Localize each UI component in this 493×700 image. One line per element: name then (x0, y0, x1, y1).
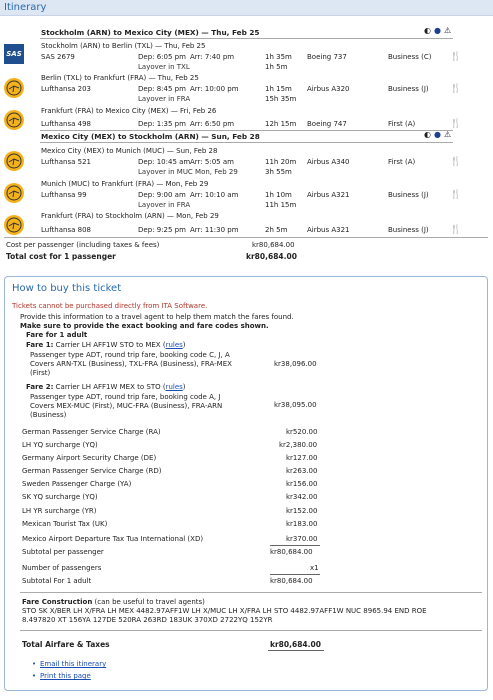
flight-6-aircraft: Airbus A321 (307, 226, 350, 234)
number-of-passengers-label: Number of passengers (22, 564, 102, 572)
flight-5-route: Munich (MUC) to Frankfurt (FRA) — Mon, Feb 29 (41, 180, 209, 188)
fare-construction-line-2: 8.497820 XT 156YA 127DE 520RA 263RD 183UK 370XD 2722YQ 152YR (22, 616, 273, 624)
lufthansa-crane-icon (4, 110, 24, 130)
flight-1-route: Stockholm (ARN) to Berlin (TXL) — Thu, Feb 25 (41, 42, 206, 50)
fare-1-carrier: Carrier LH AFF1W STO to MEX ( (55, 341, 166, 349)
flight-2-duration: 1h 15m (265, 85, 292, 93)
charge-amount-6: kr152.00 (286, 507, 318, 515)
subtotal-rule (270, 545, 320, 546)
flight-3-cabin: First (A) (388, 120, 416, 128)
fare-2-amount: kr38,095.00 (274, 401, 317, 409)
flight-1-layover: Layover in TXL (138, 63, 190, 71)
fare-1-header (26, 341, 186, 350)
charge-label-1: LH YQ surcharge (YQ) (22, 441, 98, 449)
lufthansa-crane-icon (4, 183, 24, 203)
fare-1-amount: kr38,096.00 (274, 360, 317, 368)
sun-icon: ◐ (424, 130, 431, 139)
flight-2-arr: Arr: 10:00 pm (190, 85, 239, 93)
flight-5-layover-duration: 11h 15m (265, 201, 297, 209)
flight-6-arr: Arr: 11:30 pm (190, 226, 239, 234)
sun-icon: ◐ (424, 26, 431, 35)
flight-3-aircraft: Boeing 747 (307, 120, 347, 128)
fare-for-label: Fare for 1 adult (26, 331, 88, 339)
charge-amount-3: kr263.00 (286, 467, 318, 475)
moon-icon: ● (434, 26, 441, 35)
flight-1-cabin: Business (C) (388, 53, 432, 61)
fare-1-desc-2: Covers ARN-TXL (Business), TXL-FRA (Business), FRA-MEX (30, 360, 232, 368)
charge-amount-2: kr127.00 (286, 454, 318, 462)
subtotal-adult-value: kr80,684.00 (270, 577, 313, 585)
flight-3-number: Lufthansa 498 (41, 120, 91, 128)
flight-3-arr: Arr: 6:50 pm (190, 120, 235, 128)
charge-label-7: Mexican Tourist Tax (UK) (22, 520, 108, 528)
flight-2-cabin: Business (J) (388, 85, 429, 93)
lufthansa-crane-icon (4, 215, 24, 235)
charge-label-5: SK YQ surcharge (YQ) (22, 493, 98, 501)
flight-1-duration: 1h 35m (265, 53, 292, 61)
fare-2-desc-3: (Business) (30, 411, 67, 419)
costs-divider (4, 237, 488, 238)
flight-2-aircraft: Airbus A320 (307, 85, 350, 93)
flight-2-layover-duration: 15h 35m (265, 95, 297, 103)
how-to-buy-title: How to buy this ticket (12, 283, 122, 294)
flight-4-layover: Layover in MUC Mon, Feb 29 (138, 168, 238, 176)
fare-1-label: Fare 1: (26, 341, 54, 349)
flight-1-dep: Dep: 6:05 pm (138, 53, 186, 61)
fare-2-desc-2: Covers MEX-MUC (First), MUC-FRA (Business), FRA-ARN (30, 402, 223, 410)
warning-icon: ⚠ (444, 26, 452, 35)
fare-2-label: Fare 2: (26, 383, 54, 391)
flight-4-number: Lufthansa 521 (41, 158, 91, 166)
flight-6-dep: Dep: 9:25 pm (138, 226, 186, 234)
flight-6-route: Frankfurt (FRA) to Stockholm (ARN) — Mon, Feb 29 (41, 212, 219, 220)
flight-5-layover: Layover in FRA (138, 201, 191, 209)
fork-knife-icon: 🍴 (450, 52, 462, 62)
flight-2-number: Lufthansa 203 (41, 85, 91, 93)
flight-4-dep: Dep: 10:45 am (138, 158, 191, 166)
fork-knife-icon: 🍴 (450, 157, 462, 167)
flight-6-duration: 2h 5m (265, 226, 288, 234)
flight-2-route: Berlin (TXL) to Frankfurt (FRA) — Thu, Feb 25 (41, 74, 199, 82)
fare-2-header (26, 383, 186, 392)
lufthansa-crane-icon (4, 78, 24, 98)
charge-amount-4: kr156.00 (286, 480, 318, 488)
charge-amount-7: kr183.00 (286, 520, 318, 528)
total-airfare-value: kr80,684.00 (270, 640, 321, 649)
flight-6-number: Lufthansa 808 (41, 226, 91, 234)
number-of-passengers-value: x1 (310, 564, 319, 572)
charge-label-0: German Passenger Service Charge (RA) (22, 428, 161, 436)
flight-1-layover-duration: 1h 5m (265, 63, 288, 71)
charge-label-3: German Passenger Service Charge (RD) (22, 467, 162, 475)
flight-5-number: Lufthansa 99 (41, 191, 87, 199)
agent-intro: Provide this information to a travel agent to help them match the fares found. (20, 313, 294, 321)
flight-4-layover-duration: 3h 55m (265, 168, 292, 176)
flight-5-aircraft: Airbus A321 (307, 191, 350, 199)
flight-3-dep: Dep: 1:35 pm (138, 120, 186, 128)
fare-construction-note: (can be useful to travel agents) (92, 598, 205, 606)
flight-5-cabin: Business (J) (388, 191, 429, 199)
slice-1-title: Stockholm (ARN) to Mexico City (MEX) — Thu, Feb 25 (41, 28, 260, 37)
print-page-link[interactable]: • Print this page (40, 672, 91, 681)
itinerary-title: Itinerary (4, 2, 47, 13)
charge-label-8: Mexico Airport Departure Tax Tua International (XD) (22, 535, 204, 543)
fare-construction-label: Fare Construction (22, 598, 93, 606)
total-cost-value: kr80,684.00 (246, 252, 297, 261)
flight-5-duration: 1h 10m (265, 191, 292, 199)
fare-construction-line-1: STO SK X/BER LH X/FRA LH MEX 4482.97AFF1W LH X/MUC LH X/FRA LH STO 4482.97AFF1W NUC 8965.94 END ROE (22, 607, 427, 615)
flight-4-aircraft: Airbus A340 (307, 158, 350, 166)
cost-per-passenger-value: kr80,684.00 (252, 241, 295, 249)
total-cost-label: Total cost for 1 passenger (6, 252, 116, 261)
cost-per-passenger-label: Cost per passenger (including taxes & fees) (6, 241, 160, 249)
charge-amount-1: kr2,380.00 (279, 441, 318, 449)
fare-1-desc-3: (First) (30, 369, 51, 377)
flight-3-route: Frankfurt (FRA) to Mexico City (MEX) — Fri, Feb 26 (41, 107, 217, 115)
fare-1-desc-1: Passenger type ADT, round trip fare, booking code C, J, A (30, 351, 230, 359)
sas-logo-icon: SAS (4, 44, 24, 64)
fork-knife-icon: 🍴 (450, 190, 462, 200)
flight-3-duration: 12h 15m (265, 120, 297, 128)
slice-2-divider (40, 142, 453, 143)
warning-icon: ⚠ (444, 130, 452, 139)
flight-4-duration: 11h 20m (265, 158, 297, 166)
total-divider (20, 630, 482, 631)
flight-5-arr: Arr: 10:10 am (190, 191, 239, 199)
fare-1-close-paren: ) (182, 341, 186, 349)
fork-knife-icon: 🍴 (450, 84, 462, 94)
fare-2-close-paren: ) (182, 383, 186, 391)
total-airfare-label: Total Airfare & Taxes (22, 640, 110, 649)
subtotal-per-passenger-value: kr80,684.00 (270, 548, 313, 556)
charge-amount-0: kr520.00 (286, 428, 318, 436)
fare-construction-heading (22, 598, 205, 607)
subtotal-per-passenger-label: Subtotal per passenger (22, 548, 104, 556)
flight-2-layover: Layover in FRA (138, 95, 191, 103)
moon-icon: ● (434, 130, 441, 139)
charge-label-4: Sweden Passenger Charge (YA) (22, 480, 132, 488)
agent-intro-bold: Make sure to provide the exact booking and fare codes shown. (20, 322, 269, 330)
subtotal-adult-rule (270, 574, 320, 575)
subtotal-adult-label: Subtotal For 1 adult (22, 577, 92, 585)
email-itinerary-link[interactable]: • Email this itinerary (40, 660, 106, 669)
fare-1-rules-link[interactable]: rules (165, 341, 183, 349)
slice-1-divider (40, 38, 453, 39)
itinerary-header (0, 0, 493, 16)
purchase-warning: Tickets cannot be purchased directly from ITA Software. (12, 302, 208, 310)
total-double-rule (268, 650, 324, 651)
flight-1-arr: Arr: 7:40 pm (190, 53, 235, 61)
charge-label-2: Germany Airport Security Charge (DE) (22, 454, 157, 462)
slice-2-title: Mexico City (MEX) to Stockholm (ARN) — Sun, Feb 28 (41, 132, 260, 141)
fork-knife-icon: 🍴 (450, 225, 462, 235)
fork-knife-icon: 🍴 (450, 119, 462, 129)
charge-amount-8: kr370.00 (286, 535, 318, 543)
charge-amount-5: kr342.00 (286, 493, 318, 501)
fare-2-carrier: Carrier LH AFF1W MEX to STO ( (55, 383, 166, 391)
charge-label-6: LH YR surcharge (YR) (22, 507, 97, 515)
flight-5-dep: Dep: 9:00 am (138, 191, 186, 199)
flight-4-arr: Arr: 5:05 am (190, 158, 234, 166)
fare-2-desc-1: Passenger type ADT, round trip fare, booking code A, J (30, 393, 221, 401)
flight-1-aircraft: Boeing 737 (307, 53, 347, 61)
flight-1-number: SAS 2679 (41, 53, 75, 61)
flight-4-cabin: First (A) (388, 158, 416, 166)
flight-6-cabin: Business (J) (388, 226, 429, 234)
fare-construction-divider (20, 592, 482, 593)
flight-4-route: Mexico City (MEX) to Munich (MUC) — Sun, Feb 28 (41, 147, 218, 155)
slice-2-divider-top (40, 130, 453, 131)
flight-2-dep: Dep: 8:45 pm (138, 85, 186, 93)
lufthansa-crane-icon (4, 151, 24, 171)
fare-2-rules-link[interactable]: rules (165, 383, 183, 391)
